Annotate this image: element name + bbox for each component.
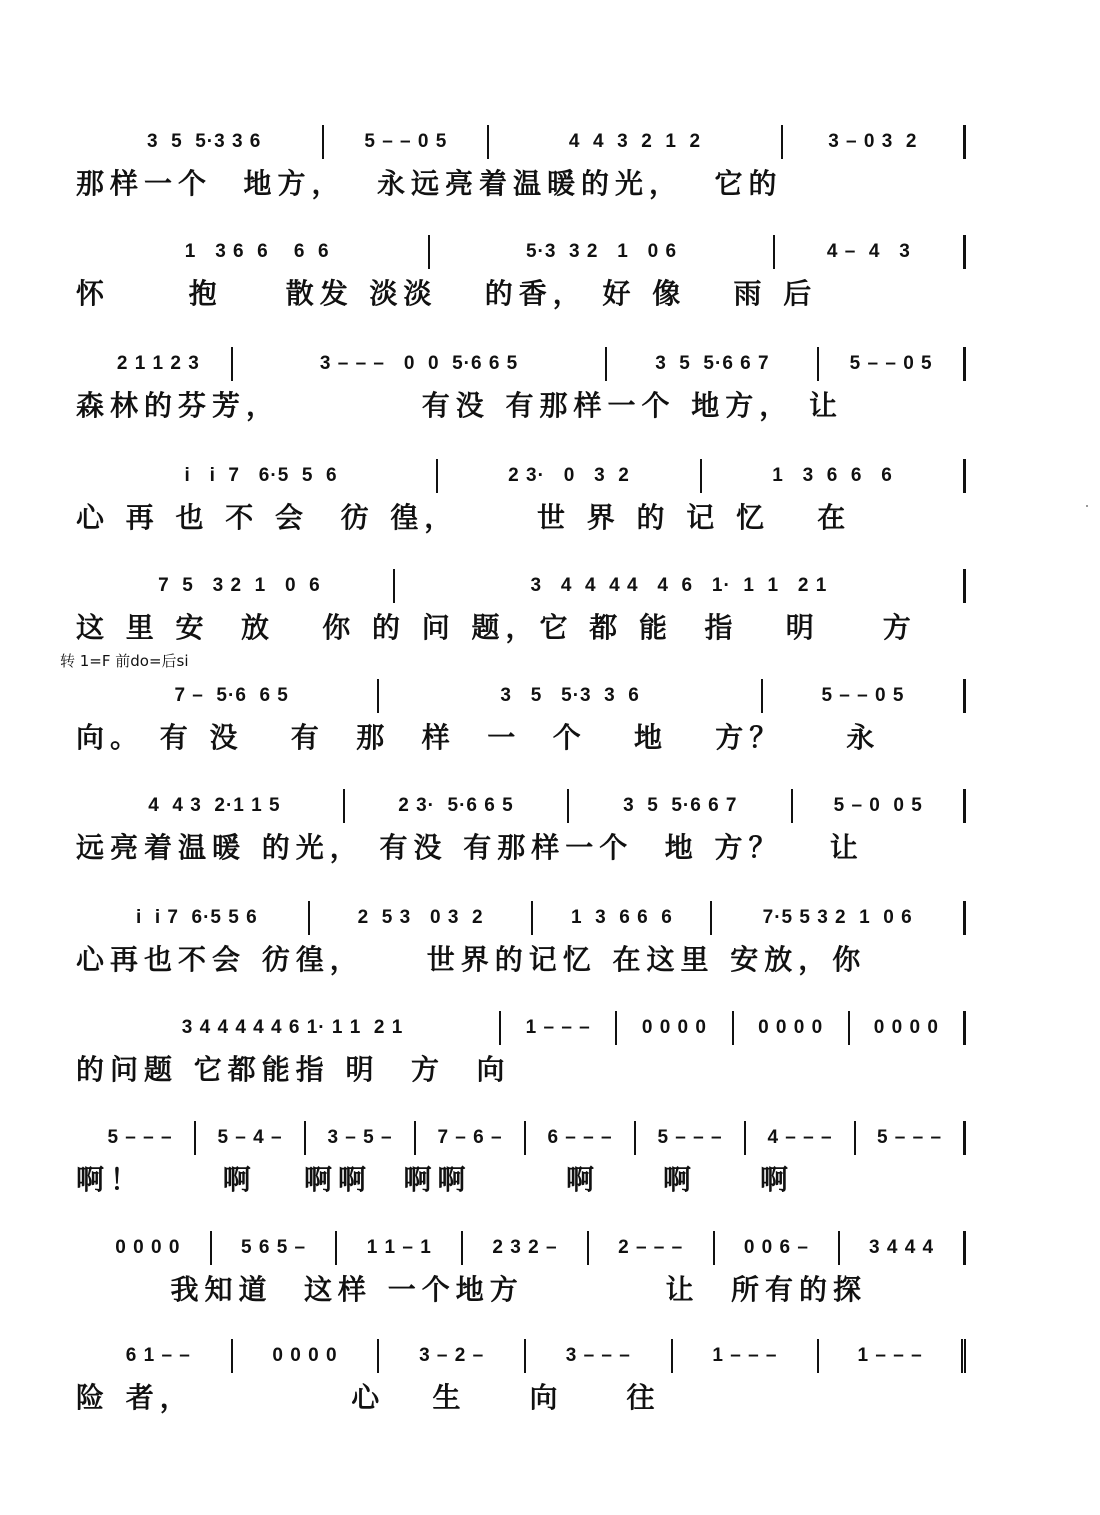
measure xyxy=(569,789,793,823)
measure xyxy=(702,459,966,493)
jianpu-notes: i i 7 6·5 5 6 xyxy=(184,465,338,486)
measure xyxy=(86,1011,501,1045)
lyrics-line: 那样一个 地方， 永远亮着温暖的光， 它的 xyxy=(76,167,783,200)
measure xyxy=(395,569,966,603)
jianpu-notes: 5 – – 0 5 xyxy=(849,353,933,374)
lyrics-line: 险 者， 心 生 向 往 xyxy=(76,1381,661,1414)
measure xyxy=(233,1339,380,1373)
jianpu-notes: 3 4 4 4 4 4 6 1· 1 1 2 1 xyxy=(181,1017,404,1038)
measure xyxy=(850,1011,966,1045)
jianpu-notes: 7·5 5 3 2 1 0 6 xyxy=(762,907,913,928)
measure xyxy=(673,1339,820,1373)
measure xyxy=(379,679,763,713)
lyrics-line: 这 里 安 放 你 的 问 题，它 都 能 指 明 方 xyxy=(76,611,917,644)
jianpu-notes: i i 7 6·5 5 6 xyxy=(136,907,258,928)
jianpu-notes: 0 0 0 0 xyxy=(758,1017,824,1038)
lyrics-line: 我知道 这样 一个地方 让 所有的探 xyxy=(76,1273,867,1306)
notation-line xyxy=(86,456,966,496)
measure xyxy=(463,1231,589,1265)
lyrics-line: 心 再 也 不 会 彷 徨， 世 界 的 记 忆 在 xyxy=(76,501,852,534)
measure xyxy=(526,1121,636,1155)
measure xyxy=(589,1231,715,1265)
measure xyxy=(233,347,608,381)
page-mark xyxy=(1086,505,1088,507)
measure xyxy=(856,1121,966,1155)
measure xyxy=(775,235,966,269)
score-system xyxy=(0,122,1100,232)
measure xyxy=(501,1011,617,1045)
measure xyxy=(86,235,430,269)
jianpu-notes: 4 4 3 2 1 2 xyxy=(568,131,702,152)
measure xyxy=(324,125,489,159)
jianpu-notes: 5 – – – xyxy=(876,1127,943,1148)
score-system xyxy=(0,898,1100,1008)
measure xyxy=(607,347,819,381)
jianpu-notes: 3 – – – 0 0 5·6 6 5 xyxy=(319,353,519,374)
jianpu-notes: 5·3 3 2 1 0 6 xyxy=(525,241,678,262)
measure xyxy=(86,347,233,381)
jianpu-notes: 3 5 5·6 6 7 xyxy=(623,795,738,816)
lyrics-line: 心再也不会 彷徨， 世界的记忆 在这里 安放，你 xyxy=(76,943,867,976)
measure xyxy=(416,1121,526,1155)
jianpu-notes: 7 5 3 2 1 0 6 xyxy=(158,575,321,596)
lyrics-line: 怀 抱 散发 淡淡 的香， 好 像 雨 后 xyxy=(76,277,818,310)
notation-line xyxy=(86,344,966,384)
lyrics-line: 的问题 它都能指 明 方 向 xyxy=(76,1053,511,1086)
jianpu-notes: 3 – – – xyxy=(565,1345,631,1366)
jianpu-notes: 2 3 2 – xyxy=(492,1237,558,1258)
jianpu-notes: 6 – – – xyxy=(547,1127,613,1148)
measure xyxy=(636,1121,746,1155)
measure xyxy=(715,1231,841,1265)
measure xyxy=(306,1121,416,1155)
jianpu-notes: 6 1 – – xyxy=(125,1345,191,1366)
jianpu-notes: 0 0 0 0 xyxy=(641,1017,707,1038)
measure xyxy=(734,1011,850,1045)
measure xyxy=(526,1339,673,1373)
measure xyxy=(840,1231,966,1265)
jianpu-notes: 2 5 3 0 3 2 xyxy=(357,907,484,928)
measure xyxy=(712,901,966,935)
score-system xyxy=(0,232,1100,342)
score-system xyxy=(0,786,1100,896)
score-system xyxy=(0,1008,1100,1118)
measure xyxy=(489,125,782,159)
jianpu-notes: 4 4 3 2·1 1 5 xyxy=(148,795,281,816)
measure xyxy=(438,459,702,493)
measure xyxy=(819,1339,966,1373)
jianpu-notes: 2 3· 0 3 2 xyxy=(508,465,630,486)
measure xyxy=(86,789,345,823)
measure xyxy=(430,235,774,269)
jianpu-notes: 3 5 5·3 3 6 xyxy=(500,685,640,706)
jianpu-notes: 5 – – 0 5 xyxy=(821,685,905,706)
jianpu-notes: 1 – – – xyxy=(857,1345,923,1366)
jianpu-notes: 5 6 5 – xyxy=(241,1237,307,1258)
measure xyxy=(533,901,712,935)
jianpu-notes: 1 3 6 6 6 6 xyxy=(184,241,330,262)
measure xyxy=(819,347,966,381)
measure xyxy=(86,125,324,159)
measure xyxy=(345,789,569,823)
lyrics-line: 森林的芬芳， 有没 有那样一个 地方， 让 xyxy=(76,389,843,422)
jianpu-notes: 0 0 6 – xyxy=(743,1237,809,1258)
lyrics-line: 啊！ 啊 啊啊 啊啊 啊 啊 啊 xyxy=(76,1163,794,1196)
jianpu-notes: 1 3 6 6 6 xyxy=(772,465,893,486)
jianpu-notes: 2 3· 5·6 6 5 xyxy=(398,795,514,816)
jianpu-notes: 2 1 1 2 3 xyxy=(116,353,200,374)
jianpu-notes: 0 0 0 0 xyxy=(115,1237,181,1258)
jianpu-notes: 5 – – 0 5 xyxy=(364,131,448,152)
jianpu-notes: 3 5 5·3 3 6 xyxy=(146,131,262,152)
score-system xyxy=(0,1336,1100,1446)
jianpu-notes: 0 0 0 0 xyxy=(873,1017,939,1038)
jianpu-notes: 2 – – – xyxy=(618,1237,684,1258)
score-system xyxy=(0,456,1100,566)
jianpu-notes: 1 – – – xyxy=(525,1017,591,1038)
jianpu-notes: 5 – 4 – xyxy=(217,1127,283,1148)
score-system xyxy=(0,344,1100,454)
measure xyxy=(86,1339,233,1373)
lyrics-line: 远亮着温暖 的光， 有没 有那样一个 地 方？ 让 xyxy=(76,831,864,864)
jianpu-notes: 5 – 0 0 5 xyxy=(833,795,923,816)
notation-line xyxy=(86,1008,966,1048)
measure xyxy=(783,125,966,159)
measure xyxy=(86,1231,212,1265)
jianpu-notes: 5 – – – xyxy=(107,1127,173,1148)
notation-line xyxy=(86,1118,966,1158)
lyrics-line: 向。 有 没 有 那 样 一 个 地 方？ 永 xyxy=(76,721,881,754)
measure xyxy=(746,1121,856,1155)
jianpu-notes: 3 4 4 4 xyxy=(869,1237,935,1258)
measure xyxy=(86,569,395,603)
score-system xyxy=(0,566,1100,676)
measure xyxy=(793,789,966,823)
measure xyxy=(212,1231,338,1265)
notation-line xyxy=(86,566,966,606)
jianpu-notes: 1 3 6 6 6 xyxy=(571,907,673,928)
score-system xyxy=(0,1228,1100,1338)
jianpu-notes: 3 – 5 – xyxy=(327,1127,393,1148)
key-change-label: 转 1=F 前do=后si xyxy=(60,652,189,670)
jianpu-notes: 1 1 – 1 xyxy=(366,1237,432,1258)
notation-line xyxy=(86,122,966,162)
measure xyxy=(337,1231,463,1265)
measure xyxy=(86,901,310,935)
notation-line xyxy=(86,786,966,826)
notation-line xyxy=(86,232,966,272)
jianpu-notes: 4 – – – xyxy=(767,1127,833,1148)
jianpu-notes: 4 – 4 3 xyxy=(826,241,911,262)
jianpu-notes: 3 – 0 3 2 xyxy=(828,131,918,152)
jianpu-notes: 0 0 0 0 xyxy=(272,1345,338,1366)
score-system xyxy=(0,676,1100,786)
measure xyxy=(86,679,379,713)
score-system xyxy=(0,1118,1100,1228)
measure xyxy=(310,901,534,935)
notation-line xyxy=(86,1228,966,1268)
notation-line xyxy=(86,1336,966,1376)
notation-line xyxy=(86,676,966,716)
jianpu-notes: 3 5 5·6 6 7 xyxy=(655,353,770,374)
measure xyxy=(196,1121,306,1155)
measure xyxy=(379,1339,526,1373)
measure xyxy=(86,1121,196,1155)
jianpu-notes: 5 – – – xyxy=(657,1127,723,1148)
notation-line xyxy=(86,898,966,938)
jianpu-notes: 3 – 2 – xyxy=(419,1345,485,1366)
jianpu-notes: 7 – 5·6 6 5 xyxy=(174,685,289,706)
jianpu-notes: 1 – – – xyxy=(712,1345,778,1366)
jianpu-notes: 3 4 4 4 4 4 6 1· 1 1 2 1 xyxy=(530,575,828,596)
measure xyxy=(86,459,438,493)
jianpu-notes: 7 – 6 – xyxy=(437,1127,503,1148)
measure xyxy=(617,1011,733,1045)
measure xyxy=(763,679,966,713)
